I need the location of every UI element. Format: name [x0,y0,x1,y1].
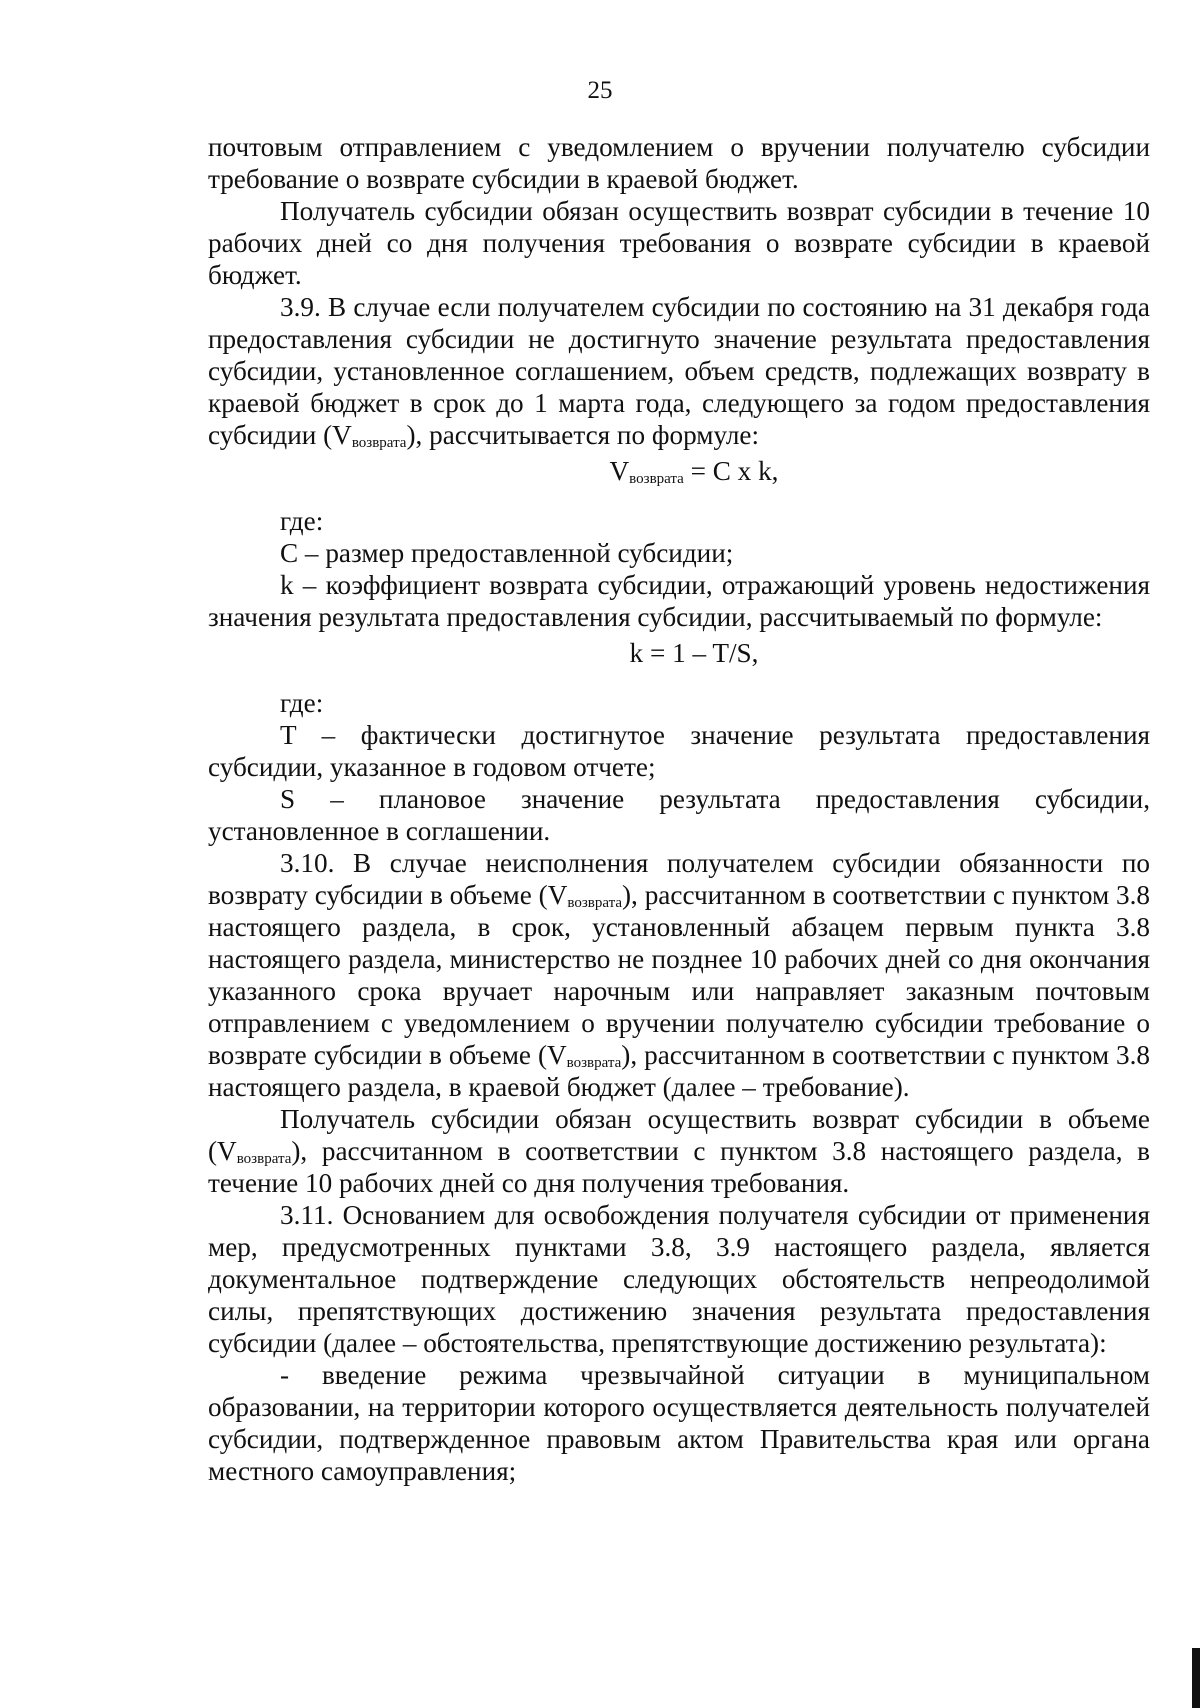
subscript-vozvrata: возврата [566,1055,622,1071]
paragraph-continuation: почтовым отправлением с уведомлением о вручении получателю субсидии требование о возврате субсидии в краевой бюджет. [208,132,1150,194]
formula-v-rhs: = C x k, [683,456,779,486]
formula-v-lhs: V [609,456,630,486]
paragraph-3-10 [208,847,1150,1103]
paragraph-return-volume-a: Получатель субсидии обязан осуществить возврат субсидии в объеме (V [208,1104,1150,1166]
where-label: где: [280,506,324,536]
definition-k: k – коэффициент возврата субсидии, отражающий уровень недостижения значения результата предоставления субсидии, рассчитываемый по формуле: [208,570,1150,632]
subscript-vozvrata: возврата [236,1151,292,1167]
paragraph-3-10-part-b: ), рассчитанном в соответствии с пунктом 3.8 настоящего раздела, в срок, установленный абзацем первым пункта 3.8 настоящего раздела, министерство не позднее 10 рабочих дней со дня окончания указанного срока вручает нарочным или направляет заказным почтовым отправлением с уведомлением о вручении получателю субсидии требование о возврате субсидии в объеме (V [208,880,1150,1070]
paragraph-3-11: 3.11. Основанием для освобождения получателя субсидии от применения мер, предусмотренных пунктами 3.8, 3.9 настоящего раздела, является документальное подтверждение следующих обстоятельств непреодолимой силы, препятствующих достижению значения результата предоставления субсидии (далее – обстоятельства, препятствующие достижению результата): [208,1200,1150,1358]
paragraph-3-9-tail: ), рассчитывается по формуле: [406,420,760,450]
paragraph-3-10-part-c: ), рассчитанном в соответствии с пунктом 3.8 настоящего раздела, в краевой бюджет (далее – требование). [208,1040,1150,1102]
paragraph-return-volume [208,1103,1150,1199]
paragraph-3-9 [208,291,1150,451]
subscript-vozvrata: возврата [567,895,622,911]
paragraph-3-10-part-a: 3.10. В случае неисполнения получателем субсидии обязанности по возврату субсидии в объеме (V [208,848,1150,910]
subscript-vozvrata: возврата [351,435,407,451]
paragraph-return-obligation: Получатель субсидии обязан осуществить возврат субсидии в течение 10 рабочих дней со дня получения требования о возврате субсидии в краевой бюджет. [208,196,1150,290]
document-body [208,131,1150,1487]
formula-k: k = 1 – T/S, [629,638,759,668]
definition-s: S – плановое значение результата предоставления субсидии, установленное в соглашении. [208,784,1150,846]
paragraph-return-volume-b: ), рассчитанном в соответствии с пунктом 3.8 настоящего раздела, в течение 10 рабочих дней со дня получения требования. [208,1136,1150,1198]
scan-edge-mark [1192,1648,1200,1708]
formula-v-return [208,455,1150,487]
page-number: 25 [587,77,613,104]
definition-c: C – размер предоставленной субсидии; [280,538,734,568]
formula-v-subscript: возврата [629,471,684,487]
paragraph-3-9-text: 3.9. В случае если получателем субсидии по состоянию на 31 декабря года предоставления субсидии не достигнуто значение результата предоставления субсидии, установленное соглашением, объем средств, подлежащих возврату в краевой бюджет в срок до 1 марта года, следующего за годом предоставления субсидии (V [208,292,1150,450]
where-label: где: [280,688,324,718]
definition-t: T – фактически достигнутое значение результата предоставления субсидии, указанное в годовом отчете; [208,720,1150,782]
bullet-emergency-regime: - введение режима чрезвычайной ситуации в муниципальном образовании, на территории которого осуществляется деятельность получателей субсидии, подтвержденное правовым актом Правительства края или органа местного самоуправления; [208,1360,1150,1486]
